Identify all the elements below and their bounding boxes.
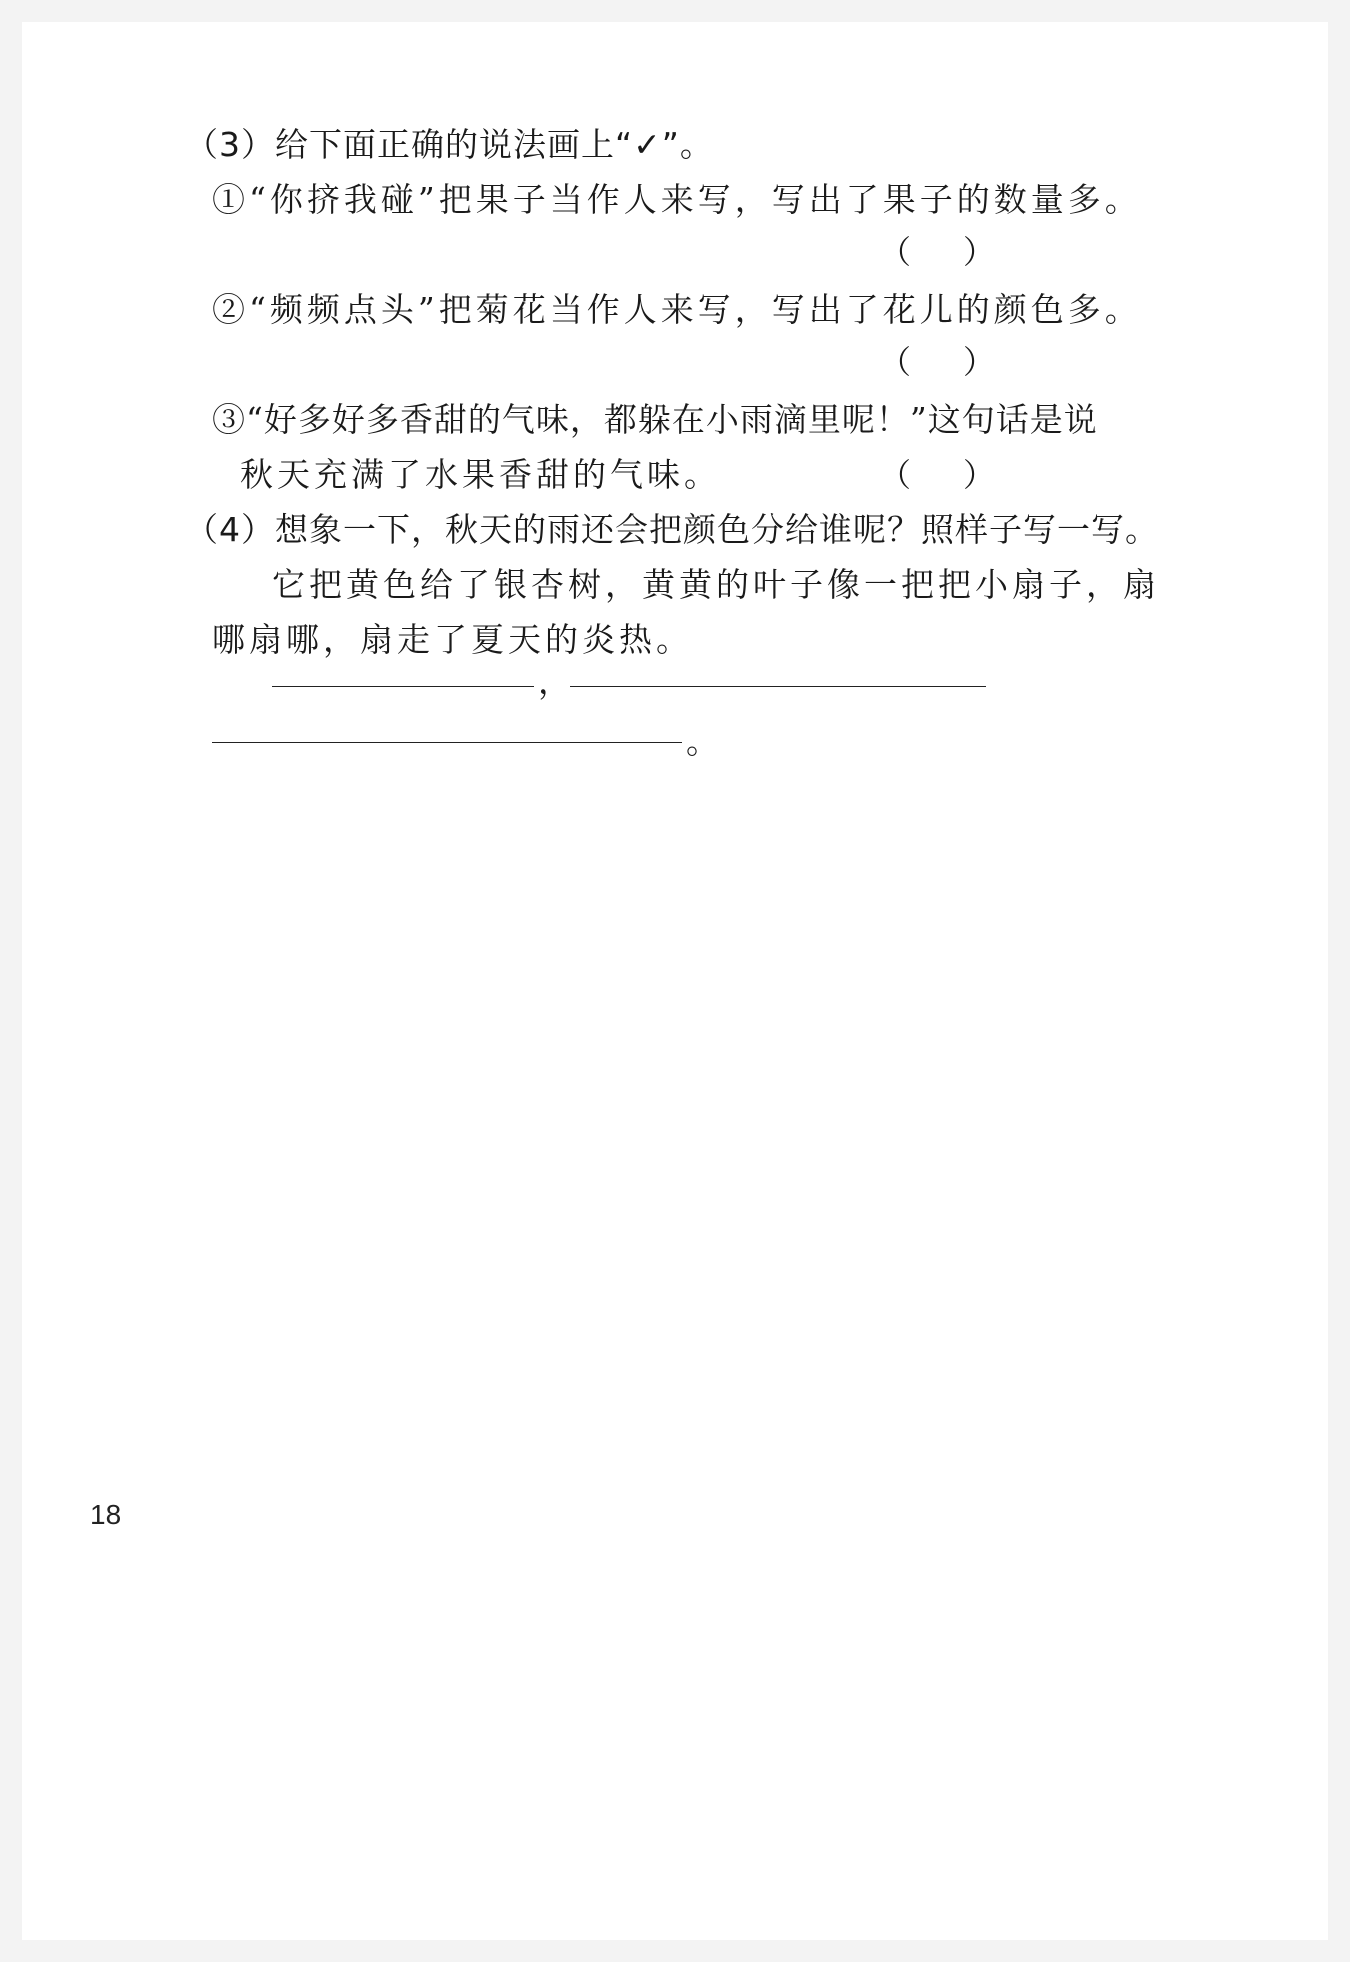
answer-blank-3[interactable]: [212, 742, 682, 743]
statement-3-line-2: 秋天充满了水果香甜的气味。: [240, 455, 721, 494]
answer-bracket-3[interactable]: （ ）: [879, 456, 996, 494]
answer-blank-2[interactable]: [570, 686, 986, 687]
blank-comma: ，: [538, 662, 571, 701]
statement-3-line-1: ③“好多好多香甜的气味，都躲在小雨滴里呢！”这句话是说: [212, 400, 1098, 439]
question-3-heading: （3）给下面正确的说法画上“✓”。: [185, 125, 714, 164]
statement-1: ①“你挤我碰”把果子当作人来写，写出了果子的数量多。: [212, 180, 1142, 219]
answer-bracket-2[interactable]: （ ）: [879, 343, 996, 381]
page-number: 18: [90, 1499, 122, 1530]
answer-blank-1[interactable]: [272, 686, 534, 687]
example-sentence-line-2: 哪扇哪，扇走了夏天的炎热。: [212, 620, 693, 659]
answer-bracket-1[interactable]: （ ）: [879, 233, 996, 271]
question-4-heading: （4）想象一下，秋天的雨还会把颜色分给谁呢？照样子写一写。: [185, 510, 1159, 549]
statement-2: ②“频频点头”把菊花当作人来写，写出了花儿的颜色多。: [212, 290, 1142, 329]
worksheet-page: [22, 22, 1328, 1940]
blank-period: 。: [686, 722, 719, 761]
example-sentence-line-1: 它把黄色给了银杏树，黄黄的叶子像一把把小扇子，扇: [272, 565, 1160, 604]
